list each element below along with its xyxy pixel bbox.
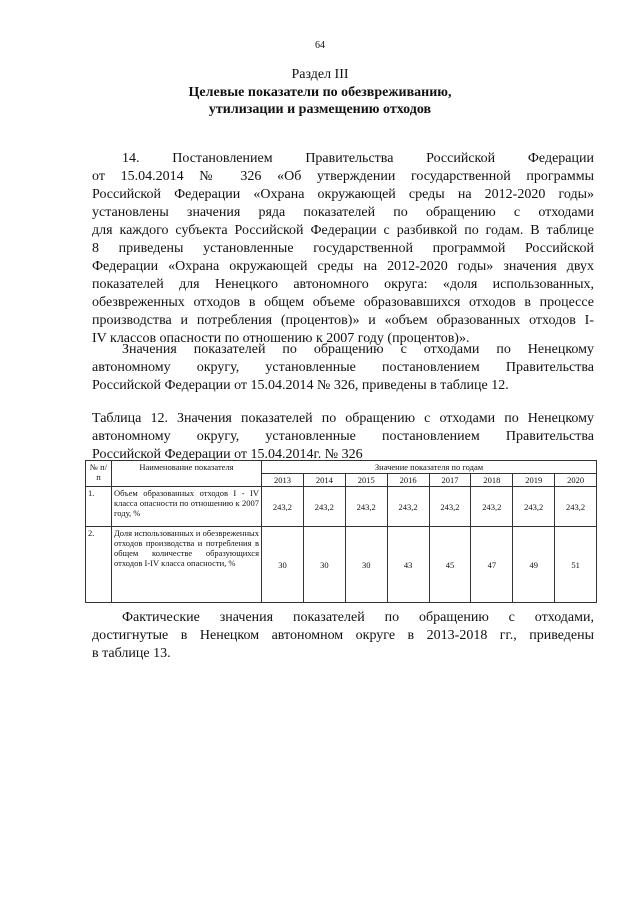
- paragraph-14: [92, 150, 594, 348]
- text-line: обезвреженных отходов в общем объеме образовавшихся отходов в процессе: [92, 295, 594, 310]
- text-line: автономному округу, установленные постановлением Правительства: [92, 429, 594, 444]
- section-title: Раздел III: [291, 67, 349, 82]
- value-cell: 243,2: [471, 487, 513, 527]
- table-caption: [92, 410, 594, 464]
- value-cell: 45: [429, 527, 471, 603]
- text-line: показателей для Ненецкого автономного округа: «доля использованных,: [92, 277, 594, 292]
- text-line: установлены значения ряда показателей по обращению с отходами: [92, 205, 594, 220]
- paragraph-actual: [92, 609, 594, 663]
- heading-line: утилизации и размещению отходов: [208, 102, 432, 117]
- year-cell: 2015: [345, 474, 387, 487]
- value-cell: 43: [387, 527, 429, 603]
- year-cell: 2019: [513, 474, 555, 487]
- text-line: Федерации «Охрана окружающей среды на 2012-2020 годы» значения двух: [92, 259, 594, 274]
- year-cell: 2020: [555, 474, 597, 487]
- text-line: Значения показателей по обращению с отходами по Ненецкому: [122, 342, 594, 357]
- text-line: в таблице 13.: [92, 646, 171, 661]
- page-number: 64: [315, 40, 325, 51]
- row-name: Доля использованных и обезвреженных отходов производства и потребления в общем количестве образующихся отходов I-IV класса опасности, %: [112, 527, 262, 603]
- text-line: 8 приведены установленные государственной программой Российской: [92, 241, 594, 256]
- text-line: автономному округу, установленные постановлением Правительства: [92, 360, 594, 375]
- table-row: [86, 487, 597, 527]
- table-row: [86, 527, 597, 603]
- table-header-row: [86, 461, 597, 474]
- year-cell: 2014: [303, 474, 345, 487]
- value-cell: 47: [471, 527, 513, 603]
- row-name: Объем образованных отходов I - IV класса опасности по отношению к 2007 году, %: [112, 487, 262, 527]
- value-cell: 243,2: [429, 487, 471, 527]
- text-line: IV классов опасности по отношению к 2007 году (процентов)».: [92, 331, 470, 346]
- year-cell: 2016: [387, 474, 429, 487]
- indicators-table: [85, 460, 597, 603]
- text-line: Российской Федерации от 15.04.2014г. № 326: [92, 447, 363, 462]
- value-cell: 243,2: [387, 487, 429, 527]
- text-line: 14. Постановлением Правительства Российской Федерации: [122, 151, 594, 166]
- text-line: Фактические значения показателей по обращению с отходами,: [122, 610, 594, 625]
- value-cell: 30: [303, 527, 345, 603]
- year-cell: 2017: [429, 474, 471, 487]
- text-line: от 15.04.2014 № 326 «Об утверждении государственной программы: [92, 169, 594, 184]
- year-cell: 2013: [262, 474, 304, 487]
- value-cell: 30: [262, 527, 304, 603]
- value-cell: 49: [513, 527, 555, 603]
- text-line: достигнутые в Ненецком автономном округе в 2013-2018 гг., приведены: [92, 628, 594, 643]
- header-values: Значение показателя по годам: [262, 461, 597, 474]
- row-number: 1.: [86, 487, 112, 527]
- value-cell: 30: [345, 527, 387, 603]
- header-name: Наименование показателя: [112, 461, 262, 487]
- heading-line: Целевые показатели по обезвреживанию,: [188, 85, 452, 100]
- value-cell: 51: [555, 527, 597, 603]
- text-line: Таблица 12. Значения показателей по обращению с отходами по Ненецкому: [92, 411, 594, 426]
- value-cell: 243,2: [345, 487, 387, 527]
- value-cell: 243,2: [303, 487, 345, 527]
- row-number: 2.: [86, 527, 112, 603]
- year-cell: 2018: [471, 474, 513, 487]
- header-number: № п/п: [86, 461, 112, 487]
- paragraph-values: [92, 341, 594, 395]
- value-cell: 243,2: [555, 487, 597, 527]
- section-heading: [0, 84, 640, 118]
- text-line: для каждого субъекта Российской Федерации с разбивкой по годам. В таблице: [92, 223, 594, 238]
- text-line: Российской Федерации «Охрана окружающей среды на 2012-2020 годы»: [92, 187, 594, 202]
- value-cell: 243,2: [262, 487, 304, 527]
- text-line: Российской Федерации от 15.04.2014 № 326, приведены в таблице 12.: [92, 378, 509, 393]
- text-line: производства и потребления (процентов)» и «объем образованных отходов I-: [92, 313, 594, 328]
- value-cell: 243,2: [513, 487, 555, 527]
